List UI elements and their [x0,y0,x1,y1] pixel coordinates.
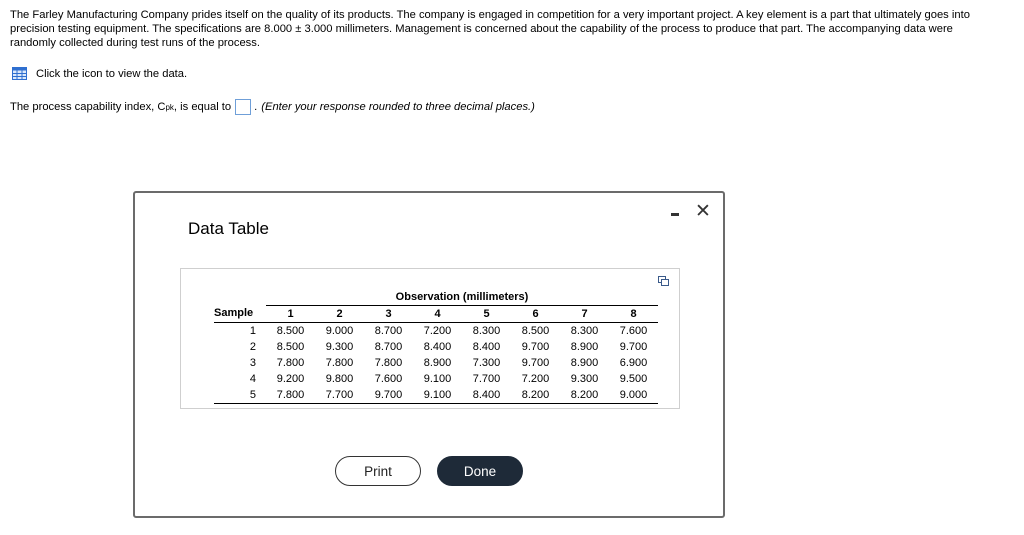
observation-cell: 7.800 [325,356,354,369]
observation-cell: 7.800 [266,387,315,404]
data-table [214,289,658,404]
observation-cell: 9.300 [325,340,354,353]
copy-icon[interactable] [658,276,669,286]
question-prefix: The process capability index, C [10,101,166,113]
observation-cell: 6.900 [619,356,648,369]
close-icon[interactable]: ✕ [695,201,711,222]
problem-line-3: randomly collected during test runs of the process. [10,37,260,49]
sample-number-cell: 5 [214,387,266,404]
observation-cell: 7.200 [521,372,550,385]
observation-cell: 9.700 [521,356,550,369]
observation-cell: 8.900 [570,340,599,353]
observation-cell: 9.000 [325,324,354,337]
column-header-row [214,305,658,322]
observation-cell: 9.800 [325,372,354,385]
dialog-title: Data Table [188,219,269,238]
column-header: 2 [315,305,364,322]
problem-line-2: precision testing equipment. The specifications are 8.000 ± 3.000 millimeters. Management is concerned about the capability of the process to produce that part. The accompanying data were [10,23,953,35]
observation-cell: 8.900 [423,356,452,369]
answer-period: . [254,101,258,113]
minimize-icon[interactable] [671,213,679,216]
column-header: 1 [266,305,315,322]
observation-cell: 9.500 [619,372,648,385]
column-header: 8 [609,305,658,322]
observation-cell: 8.500 [276,324,305,337]
observation-cell: 8.400 [462,387,511,404]
observation-cell: 8.700 [374,340,403,353]
observation-cell: 9.000 [609,387,658,404]
observation-cell: 9.300 [570,372,599,385]
observation-cell: 7.800 [276,356,305,369]
sample-number-cell: 4 [249,372,256,385]
observation-cell: 8.200 [511,387,560,404]
observation-cell: 7.600 [619,324,648,337]
problem-line-1: The Farley Manufacturing Company prides itself on the quality of its products. The company is engaged in competition for a very important project. A key element is a part that ultimately goes into [10,9,970,21]
observation-cell: 8.300 [472,324,501,337]
observation-cell: 7.600 [374,372,403,385]
view-data-label: Click the icon to view the data. [36,67,188,80]
observation-cell: 9.100 [413,387,462,404]
column-header: 7 [560,305,609,322]
observation-cell: 7.300 [472,356,501,369]
data-table-dialog [133,191,725,518]
observation-cell: 8.400 [472,340,501,353]
observation-header: Observation (millimeters) [266,289,658,305]
rounding-hint: (Enter your response rounded to three decimal places.) [261,101,535,113]
answer-input[interactable] [235,99,251,115]
observation-cell: 8.900 [570,356,599,369]
grid-icon[interactable] [12,67,27,80]
table-row [214,355,658,371]
column-header: 4 [413,305,462,322]
observation-cell: 9.200 [276,372,305,385]
sample-number-cell: 2 [249,340,256,353]
column-header: 6 [511,305,560,322]
observation-cell: 8.400 [423,340,452,353]
observation-cell: 7.200 [423,324,452,337]
table-row [214,371,658,387]
data-table-container [180,268,680,409]
column-header: 3 [364,305,413,322]
observation-cell: 7.700 [315,387,364,404]
observation-cell: 9.100 [423,372,452,385]
observation-cell: 8.500 [521,324,550,337]
observation-cell: 8.500 [276,340,305,353]
column-header: 5 [462,305,511,322]
question [10,99,535,115]
sample-header: Sample [214,305,266,322]
question-suffix: , is equal to [173,101,232,113]
observation-cell: 9.700 [619,340,648,353]
sample-number-cell: 1 [249,324,256,337]
table-row [214,387,658,404]
sample-number-cell: 3 [249,356,256,369]
observation-cell: 7.700 [472,372,501,385]
observation-cell: 8.300 [570,324,599,337]
observation-cell: 9.700 [521,340,550,353]
done-button[interactable]: Done [437,456,523,486]
question-subscript: pk [165,102,174,112]
table-row [214,339,658,355]
problem-statement [10,8,1016,50]
observation-cell: 9.700 [364,387,413,404]
observation-cell: 7.800 [374,356,403,369]
print-button[interactable]: Print [335,456,421,486]
table-row [214,322,658,339]
observation-cell: 8.700 [374,324,403,337]
view-data-link[interactable] [12,67,187,80]
observation-cell: 8.200 [560,387,609,404]
